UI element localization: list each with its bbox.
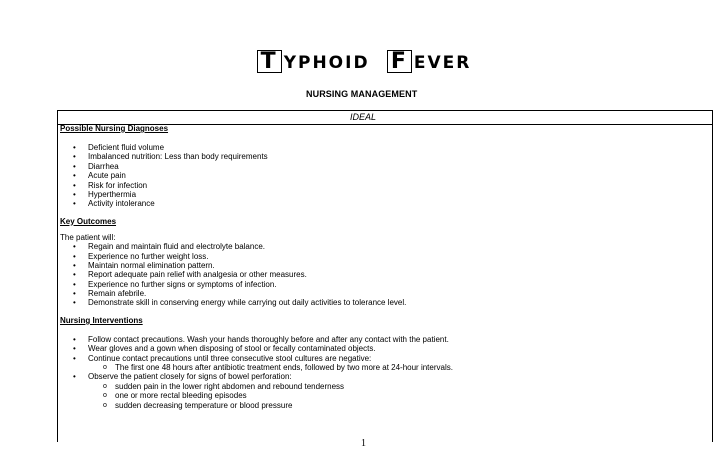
list-item: • Acute pain xyxy=(60,171,710,180)
table-body xyxy=(60,124,710,410)
sub-list-item: o sudden decreasing temperature or blood pressure xyxy=(60,401,710,410)
list-item: • Experience no further weight loss. xyxy=(60,252,710,261)
interventions-sublist-b xyxy=(60,382,710,410)
sub-list-item: o one or more rectal bleeding episodes xyxy=(60,391,710,400)
title-word-2: EVER xyxy=(413,53,472,73)
table-header-ideal: IDEAL xyxy=(350,112,377,122)
section-heading-diagnoses: Possible Nursing Diagnoses xyxy=(60,124,169,133)
list-item: • Experience no further signs or symptoms of infection. xyxy=(60,280,710,289)
table-header-row xyxy=(58,111,712,125)
section-heading-outcomes: Key Outcomes xyxy=(60,216,117,226)
list-item: • Maintain normal elimination pattern. xyxy=(60,261,710,270)
page-number: 1 xyxy=(361,438,366,449)
title-initial-t: T xyxy=(257,50,282,73)
list-item: • Report adequate pain relief with analgesia or other measures. xyxy=(60,270,710,279)
list-item: • Diarrhea xyxy=(60,162,710,171)
document-subtitle: NURSING MANAGEMENT xyxy=(306,89,418,99)
list-item: • Hyperthermia xyxy=(60,190,710,199)
list-item: • Risk for infection xyxy=(60,181,710,190)
outcomes-list xyxy=(60,242,710,308)
section-heading-interventions: Nursing Interventions xyxy=(60,315,143,325)
interventions-list-cont xyxy=(60,372,710,381)
list-item: • Follow contact precautions. Wash your hands thoroughly before and after any contact with the patient. xyxy=(60,335,710,344)
interventions-sublist-a xyxy=(60,363,710,372)
list-item: • Wear gloves and a gown when disposing of stool or fecally contaminated objects. xyxy=(60,344,710,353)
list-item: • Imbalanced nutrition: Less than body requirements xyxy=(60,152,710,161)
diagnoses-list xyxy=(60,143,710,209)
list-item: • Deficient fluid volume xyxy=(60,143,710,152)
list-item: • Continue contact precautions until three consecutive stool cultures are negative: xyxy=(60,354,710,363)
interventions-list xyxy=(60,335,710,363)
list-item: • Observe the patient closely for signs of bowel perforation: xyxy=(60,372,710,381)
document-title xyxy=(0,50,728,73)
outcomes-intro: The patient will: xyxy=(60,232,116,242)
title-initial-f: F xyxy=(387,50,412,73)
list-item: • Remain afebrile. xyxy=(60,289,710,298)
list-item: • Activity intolerance xyxy=(60,199,710,208)
sub-list-item: o sudden pain in the lower right abdomen and rebound tenderness xyxy=(60,382,710,391)
title-word-1: YPHOID xyxy=(283,53,370,73)
list-item: • Demonstrate skill in conserving energy while carrying out daily activities to tolerance level. xyxy=(60,298,710,307)
sub-list-item: o The first one 48 hours after antibiotic treatment ends, followed by two more at 24-hour intervals. xyxy=(60,363,710,372)
list-item: • Regain and maintain fluid and electrolyte balance. xyxy=(60,242,710,251)
